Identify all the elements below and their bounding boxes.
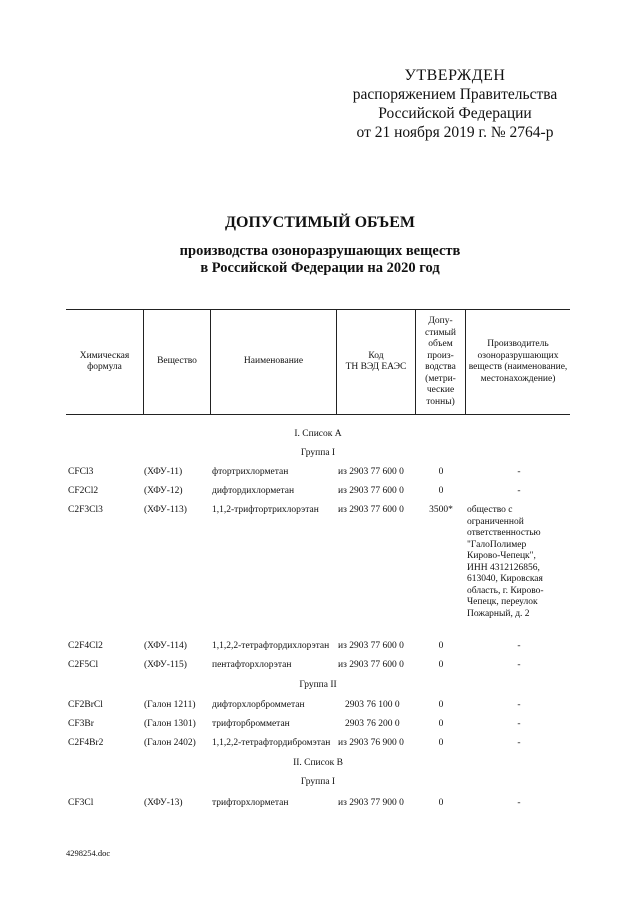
row-substance: (ХФУ-12) <box>144 486 183 496</box>
header-name: Наименование <box>210 310 336 414</box>
row-code: из 2903 77 600 0 <box>338 641 404 651</box>
row-volume: 0 <box>438 798 444 808</box>
row-formula: C2F5Cl <box>68 660 99 670</box>
section-list-b: II. Список В <box>293 758 343 768</box>
document-file-code: 4298254.doc <box>66 848 111 858</box>
row-producer: - <box>517 700 521 710</box>
row-producer: - <box>517 660 521 670</box>
approval-date: от 21 ноября 2019 г. № 2764-р <box>356 124 554 141</box>
approval-block <box>330 66 580 142</box>
row-name: фтортрихлорметан <box>212 467 289 477</box>
row-name: пентафторхлорэтан <box>212 660 292 670</box>
row-substance: (ХФУ-114) <box>144 641 187 651</box>
row-name: дифторхлорбромметан <box>212 700 305 710</box>
row-producer: - <box>517 467 521 477</box>
section-group: Группа I <box>300 448 336 458</box>
header-substance: Вещество <box>143 310 210 414</box>
row-formula: CF3Br <box>68 719 94 729</box>
row-volume: 0 <box>438 467 444 477</box>
row-code: из 2903 76 900 0 <box>338 738 404 748</box>
row-substance: (ХФУ-11) <box>144 467 183 477</box>
row-producer: - <box>517 719 521 729</box>
row-substance: (ХФУ-115) <box>144 660 187 670</box>
subtitle-line: производства озоноразрушающих веществ <box>179 243 461 259</box>
row-formula: CF2Cl2 <box>68 486 99 496</box>
row-name: 1,1,2-трифтортрихлорэтан <box>212 505 319 515</box>
row-volume: 0 <box>438 738 444 748</box>
document-title: ДОПУСТИМЫЙ ОБЪЕМ <box>225 214 415 231</box>
row-substance: (Галон 1301) <box>144 719 196 729</box>
document-subtitle <box>0 243 640 277</box>
header-volume: Допу- стимый объем произ- водства (метри- ческие тонны) <box>415 310 465 414</box>
row-volume: 0 <box>438 719 444 729</box>
table-header <box>66 309 570 415</box>
row-producer: - <box>517 798 521 808</box>
approval-heading: УТВЕРЖДЕН <box>404 67 506 84</box>
row-name: трифторхлорметан <box>212 798 289 808</box>
row-code: из 2903 77 600 0 <box>338 660 404 670</box>
row-substance: (ХФУ-113) <box>144 505 187 515</box>
row-substance: (ХФУ-13) <box>144 798 183 808</box>
row-producer: - <box>517 738 521 748</box>
row-code: из 2903 77 600 0 <box>338 505 404 515</box>
header-producer: Производитель озоноразрушающих веществ (наименование, местонахождение) <box>465 310 570 414</box>
row-volume: 0 <box>438 486 444 496</box>
row-name: 1,1,2,2-тетрафтордихлорэтан <box>212 641 330 651</box>
row-code: 2903 76 100 0 <box>345 700 400 710</box>
row-formula: CFCl3 <box>68 467 94 477</box>
approval-line: Российской Федерации <box>378 105 532 122</box>
row-name: дифтордихлорметан <box>212 486 295 496</box>
row-volume: 0 <box>438 700 444 710</box>
row-name: 1,1,2,2-тетрафтордибромэтан <box>212 738 331 748</box>
approval-line: распоряжением Правительства <box>352 86 558 103</box>
row-formula: C2F3Cl3 <box>68 505 103 515</box>
row-producer: - <box>517 641 521 651</box>
row-formula: C2F4Br2 <box>68 738 104 748</box>
row-formula: CF2BrCl <box>68 700 103 710</box>
row-name: трифторбромметан <box>212 719 290 729</box>
row-substance: (Галон 1211) <box>144 700 196 710</box>
row-volume: 0 <box>438 660 444 670</box>
header-formula: Химическая формула <box>79 350 130 372</box>
row-producer: - <box>517 486 521 496</box>
section-group: Группа II <box>299 680 337 690</box>
row-substance: (Галон 2402) <box>144 738 196 748</box>
section-group: Группа I <box>300 777 336 787</box>
row-formula: C2F4Cl2 <box>68 641 103 651</box>
row-formula: CF3Cl <box>68 798 94 808</box>
subtitle-line: в Российской Федерации на 2020 год <box>200 260 440 276</box>
row-producer: общество с ограниченной ответственностью "ГалоПолимер Кирово-Чепецк", ИНН 4312126856, 613040, Кировская область, г. Кирово- Чепецк, переулок Пожарный, д. 2 <box>467 505 544 619</box>
header-code: Код ТН ВЭД ЕАЭС <box>336 310 415 414</box>
row-volume: 3500* <box>429 505 453 515</box>
row-volume: 0 <box>438 641 444 651</box>
row-code: из 2903 77 600 0 <box>338 467 404 477</box>
row-code: из 2903 77 600 0 <box>338 486 404 496</box>
section-list-a: I. Список А <box>294 429 342 439</box>
row-code: 2903 76 200 0 <box>345 719 400 729</box>
row-code: из 2903 77 900 0 <box>338 798 404 808</box>
